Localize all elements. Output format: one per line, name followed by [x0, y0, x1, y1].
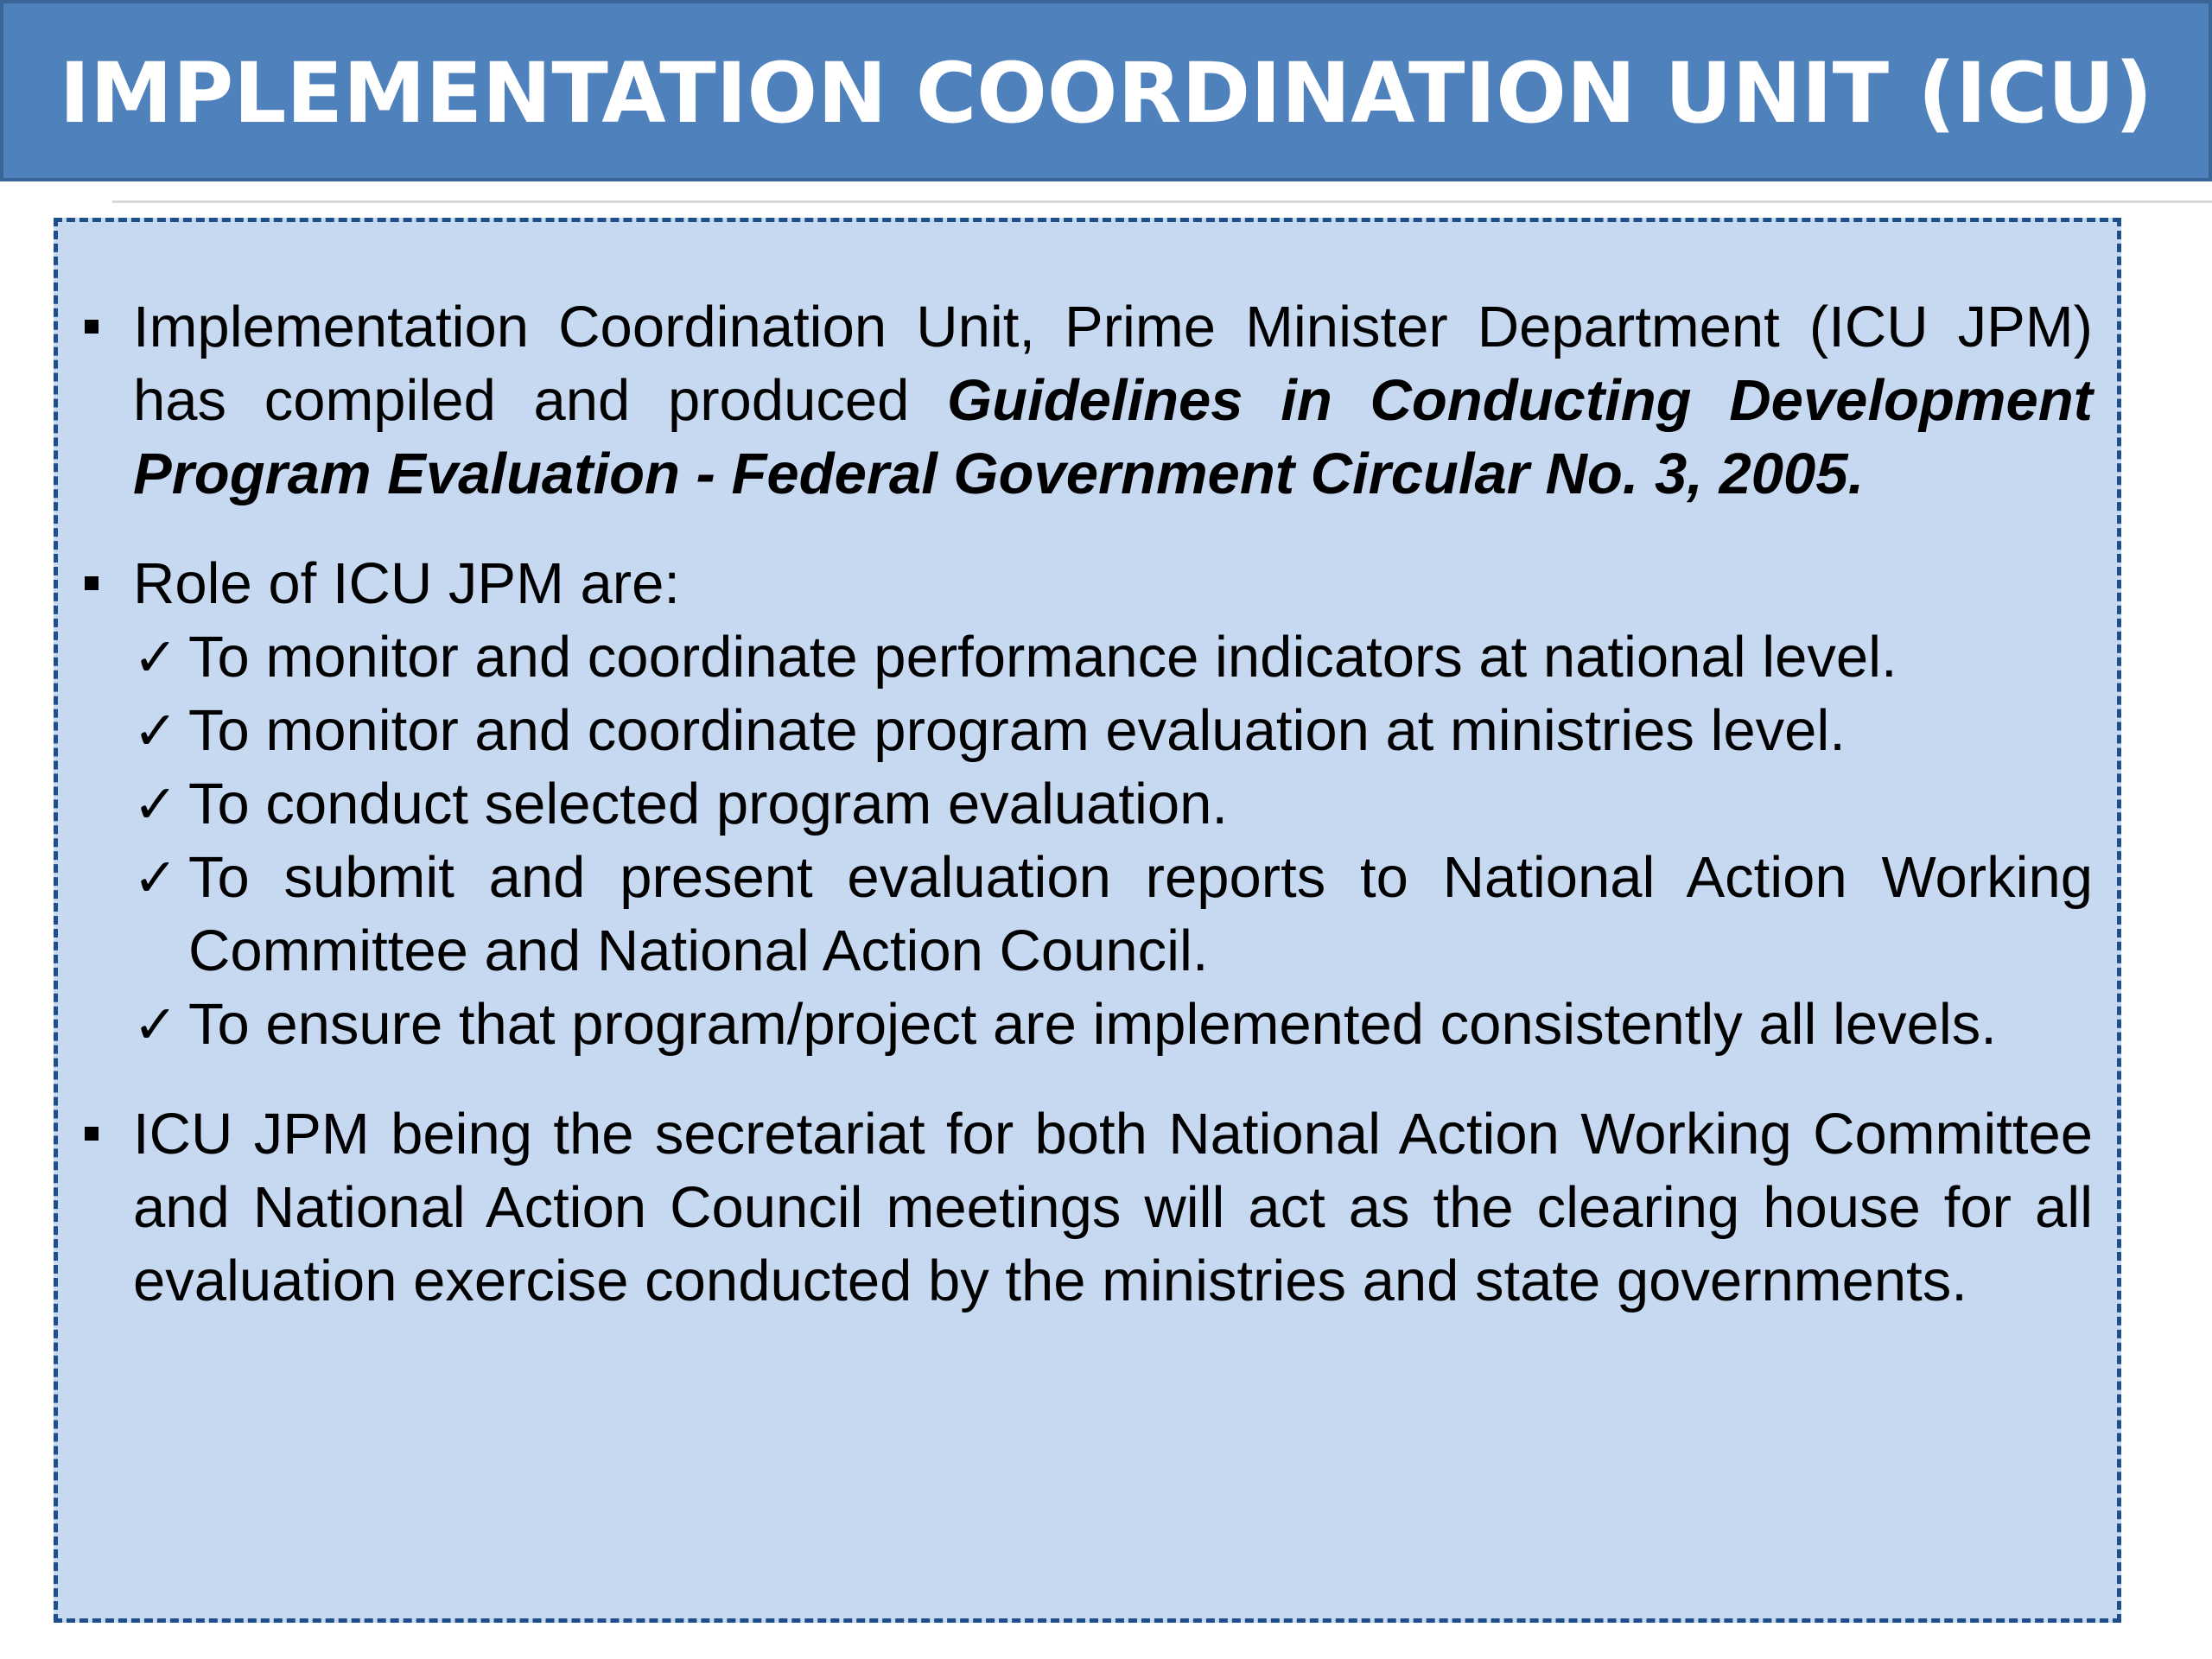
checkmark-icon: ✓ [133, 772, 178, 836]
square-bullet-icon [85, 320, 99, 334]
role-text: To submit and present evaluation reports to National Action Working Committee and National Action Council. [188, 845, 2093, 983]
bullet-roles [79, 547, 2093, 1061]
bullet-secretariat [79, 1097, 2093, 1318]
title-bar [0, 0, 2212, 181]
role-text: To monitor and coordinate performance indicators at national level. [188, 625, 1897, 690]
roles-list [133, 620, 2093, 1061]
role-text: To monitor and coordinate program evaluation at ministries level. [188, 698, 1846, 763]
role-item [133, 841, 2093, 988]
square-bullet-icon [85, 576, 99, 590]
checkmark-icon: ✓ [133, 993, 178, 1056]
role-item [133, 767, 2093, 841]
role-item [133, 988, 2093, 1061]
square-bullet-icon [85, 1127, 99, 1141]
checkmark-icon: ✓ [133, 846, 178, 909]
guidelines-intro: Implementation Coordination Unit, Prime Minister Department (ICU JPM) has compiled and produced [133, 295, 2093, 433]
bullet-guidelines [79, 290, 2093, 511]
checkmark-icon: ✓ [133, 699, 178, 762]
bullet-list [79, 290, 2093, 1318]
checkmark-icon: ✓ [133, 626, 178, 689]
guidelines-title: Guidelines in Conducting Development Program Evaluation - Federal Government Circular No. 3, 2005. [133, 368, 2093, 506]
secretariat-text: ICU JPM being the secretariat for both National Action Working Committee and National Action Council meetings will act as the clearing house for all evaluation exercise conducted by the ministries and state governments. [133, 1102, 2093, 1313]
role-item [133, 694, 2093, 767]
divider-line [112, 200, 2212, 203]
role-text: To ensure that program/project are implemented consistently all levels. [188, 992, 1997, 1057]
page-title: IMPLEMENTATION COORDINATION UNIT (ICU) [59, 45, 2153, 142]
roles-heading: Role of ICU JPM are: [133, 551, 680, 616]
role-text: To conduct selected program evaluation. [188, 772, 1228, 836]
role-item [133, 620, 2093, 694]
